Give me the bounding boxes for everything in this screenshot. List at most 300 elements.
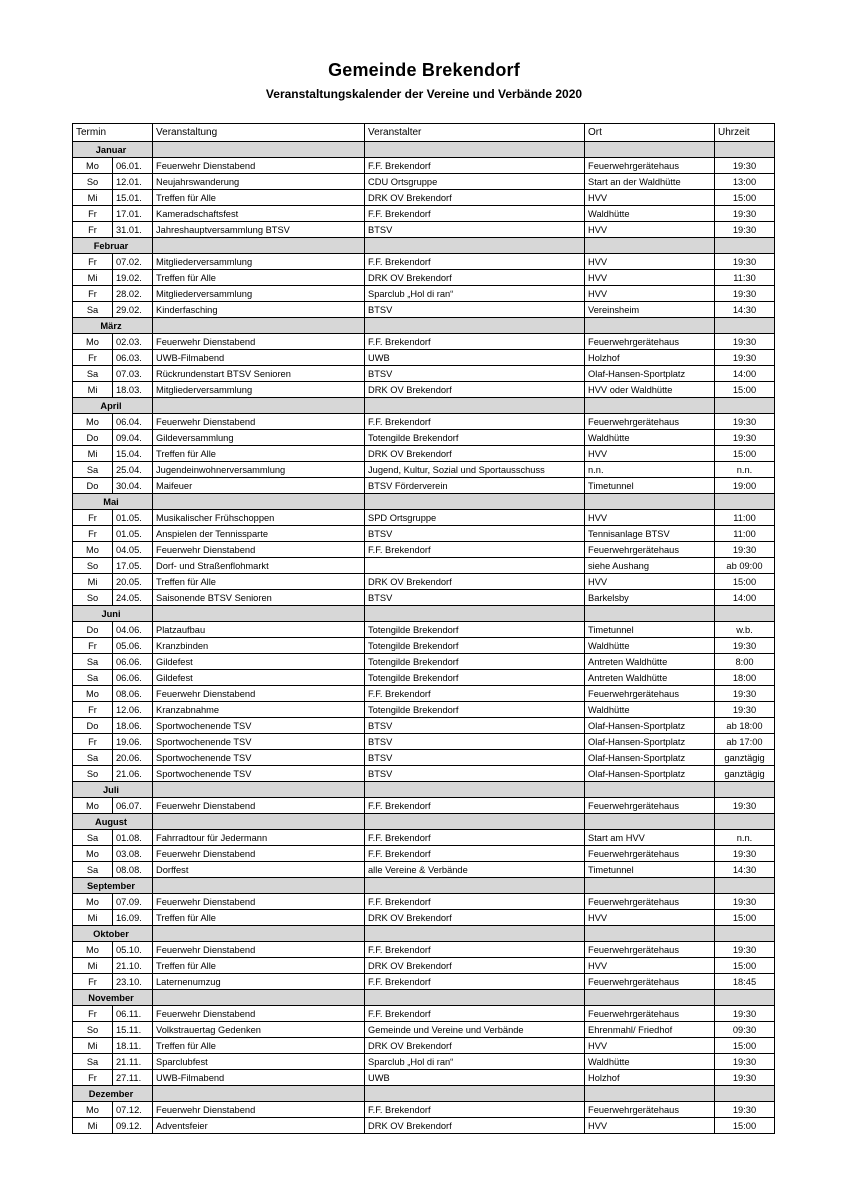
cell-veranstalter: F.F. Brekendorf (365, 974, 585, 990)
month-spacer-veranstaltung (153, 238, 365, 254)
month-spacer-veranstaltung (153, 1086, 365, 1102)
cell-ort: Feuerwehrgerätehaus (585, 334, 715, 350)
cell-uhrzeit: n.n. (715, 462, 775, 478)
month-spacer-veranstalter (365, 494, 585, 510)
cell-date: 04.05. (113, 542, 153, 558)
cell-ort: n.n. (585, 462, 715, 478)
cell-veranstalter: F.F. Brekendorf (365, 334, 585, 350)
table-row (73, 638, 775, 654)
cell-date: 19.06. (113, 734, 153, 750)
cell-ort: Timetunnel (585, 862, 715, 878)
cell-day: Mi (73, 910, 113, 926)
cell-veranstaltung: Jahreshauptversammlung BTSV (153, 222, 365, 238)
cell-ort: HVV (585, 446, 715, 462)
cell-veranstaltung: Feuerwehr Dienstabend (153, 894, 365, 910)
cell-veranstalter: F.F. Brekendorf (365, 942, 585, 958)
month-name: April (73, 398, 153, 414)
cell-uhrzeit: 8:00 (715, 654, 775, 670)
cell-uhrzeit: 19:30 (715, 430, 775, 446)
cell-veranstaltung: Platzaufbau (153, 622, 365, 638)
month-name: Juni (73, 606, 153, 622)
cell-date: 08.08. (113, 862, 153, 878)
cell-veranstalter: alle Vereine & Verbände (365, 862, 585, 878)
cell-day: Mi (73, 270, 113, 286)
cell-veranstaltung: Treffen für Alle (153, 446, 365, 462)
month-name: Dezember (73, 1086, 153, 1102)
cell-ort: Feuerwehrgerätehaus (585, 542, 715, 558)
month-spacer-ort (585, 318, 715, 334)
table-row (73, 286, 775, 302)
month-spacer-uhrzeit (715, 926, 775, 942)
cell-ort: Feuerwehrgerätehaus (585, 686, 715, 702)
cell-date: 17.01. (113, 206, 153, 222)
cell-veranstalter: F.F. Brekendorf (365, 830, 585, 846)
cell-ort: Waldhütte (585, 206, 715, 222)
cell-day: Mo (73, 414, 113, 430)
cell-date: 09.12. (113, 1118, 153, 1134)
cell-veranstaltung: Anspielen der Tennissparte (153, 526, 365, 542)
table-row (73, 446, 775, 462)
cell-uhrzeit: 19:30 (715, 350, 775, 366)
month-spacer-veranstaltung (153, 142, 365, 158)
cell-day: Mi (73, 446, 113, 462)
cell-date: 23.10. (113, 974, 153, 990)
month-name: August (73, 814, 153, 830)
cell-day: So (73, 174, 113, 190)
cell-veranstalter: Sparclub „Hol di ran“ (365, 286, 585, 302)
cell-veranstalter: F.F. Brekendorf (365, 414, 585, 430)
cell-uhrzeit: 18:45 (715, 974, 775, 990)
cell-veranstalter: F.F. Brekendorf (365, 254, 585, 270)
cell-veranstaltung: Sparclubfest (153, 1054, 365, 1070)
table-row (73, 846, 775, 862)
cell-uhrzeit: 19:30 (715, 798, 775, 814)
cell-date: 06.11. (113, 1006, 153, 1022)
cell-date: 05.06. (113, 638, 153, 654)
cell-uhrzeit: 19:30 (715, 894, 775, 910)
cell-veranstalter: BTSV (365, 750, 585, 766)
cell-veranstaltung: Feuerwehr Dienstabend (153, 158, 365, 174)
cell-date: 05.10. (113, 942, 153, 958)
cell-veranstalter: UWB (365, 1070, 585, 1086)
cell-veranstaltung: Feuerwehr Dienstabend (153, 686, 365, 702)
cell-veranstalter: BTSV Förderverein (365, 478, 585, 494)
cell-date: 06.04. (113, 414, 153, 430)
cell-ort: HVV (585, 910, 715, 926)
cell-veranstaltung: Treffen für Alle (153, 910, 365, 926)
cell-date: 15.04. (113, 446, 153, 462)
month-name: September (73, 878, 153, 894)
cell-date: 01.05. (113, 510, 153, 526)
month-spacer-ort (585, 494, 715, 510)
table-row (73, 974, 775, 990)
cell-uhrzeit: ganztägig (715, 766, 775, 782)
cell-ort: HVV (585, 1118, 715, 1134)
cell-ort: Feuerwehrgerätehaus (585, 798, 715, 814)
cell-veranstaltung: Neujahrswanderung (153, 174, 365, 190)
cell-day: Mi (73, 958, 113, 974)
table-row (73, 670, 775, 686)
month-name: Februar (73, 238, 153, 254)
month-spacer-veranstalter (365, 398, 585, 414)
cell-veranstaltung: Gildeversammlung (153, 430, 365, 446)
cell-ort: Feuerwehrgerätehaus (585, 942, 715, 958)
table-row (73, 702, 775, 718)
table-row (73, 158, 775, 174)
cell-veranstaltung: Feuerwehr Dienstabend (153, 334, 365, 350)
month-spacer-veranstalter (365, 238, 585, 254)
cell-veranstaltung: Fahrradtour für Jedermann (153, 830, 365, 846)
table-row (73, 222, 775, 238)
month-spacer-veranstaltung (153, 606, 365, 622)
month-spacer-uhrzeit (715, 494, 775, 510)
table-row (73, 798, 775, 814)
cell-day: Fr (73, 254, 113, 270)
cell-veranstaltung: Maifeuer (153, 478, 365, 494)
cell-day: Do (73, 478, 113, 494)
cell-day: Mo (73, 894, 113, 910)
month-spacer-veranstalter (365, 1086, 585, 1102)
cell-day: Fr (73, 510, 113, 526)
cell-ort: HVV (585, 1038, 715, 1054)
cell-veranstalter: DRK OV Brekendorf (365, 574, 585, 590)
month-spacer-ort (585, 398, 715, 414)
table-row (73, 1118, 775, 1134)
month-row (73, 878, 775, 894)
cell-veranstaltung: Kinderfasching (153, 302, 365, 318)
cell-uhrzeit: 19:30 (715, 414, 775, 430)
cell-date: 06.07. (113, 798, 153, 814)
cell-day: Do (73, 718, 113, 734)
cell-day: Fr (73, 734, 113, 750)
cell-uhrzeit: ab 18:00 (715, 718, 775, 734)
cell-ort: Feuerwehrgerätehaus (585, 1102, 715, 1118)
cell-uhrzeit: 19:30 (715, 158, 775, 174)
cell-ort: Ehrenmahl/ Friedhof (585, 1022, 715, 1038)
cell-ort: HVV (585, 254, 715, 270)
cell-day: Fr (73, 350, 113, 366)
cell-date: 03.08. (113, 846, 153, 862)
month-spacer-uhrzeit (715, 606, 775, 622)
cell-day: Mo (73, 158, 113, 174)
cell-day: Mi (73, 1118, 113, 1134)
cell-date: 12.01. (113, 174, 153, 190)
cell-ort: Antreten Waldhütte (585, 670, 715, 686)
cell-veranstalter: DRK OV Brekendorf (365, 270, 585, 286)
cell-veranstaltung: Adventsfeier (153, 1118, 365, 1134)
cell-uhrzeit: w.b. (715, 622, 775, 638)
cell-veranstaltung: Sportwochenende TSV (153, 734, 365, 750)
month-spacer-veranstaltung (153, 398, 365, 414)
cell-ort: Start am HVV (585, 830, 715, 846)
month-row (73, 990, 775, 1006)
table-row (73, 910, 775, 926)
cell-day: Sa (73, 462, 113, 478)
cell-date: 01.08. (113, 830, 153, 846)
table-row (73, 942, 775, 958)
month-spacer-uhrzeit (715, 318, 775, 334)
cell-veranstaltung: Sportwochenende TSV (153, 718, 365, 734)
cell-veranstaltung: Feuerwehr Dienstabend (153, 414, 365, 430)
cell-day: Fr (73, 286, 113, 302)
table-row (73, 430, 775, 446)
cell-day: Fr (73, 638, 113, 654)
cell-veranstalter: BTSV (365, 302, 585, 318)
cell-day: Mo (73, 686, 113, 702)
month-row (73, 814, 775, 830)
cell-ort: HVV (585, 190, 715, 206)
cell-uhrzeit: 19:30 (715, 1054, 775, 1070)
cell-veranstalter: CDU Ortsgruppe (365, 174, 585, 190)
table-row (73, 1006, 775, 1022)
month-row (73, 782, 775, 798)
cell-ort: Olaf-Hansen-Sportplatz (585, 734, 715, 750)
cell-uhrzeit: 11:00 (715, 526, 775, 542)
table-row (73, 1038, 775, 1054)
month-name: Mai (73, 494, 153, 510)
cell-veranstaltung: Jugendeinwohnerversammlung (153, 462, 365, 478)
cell-veranstalter: DRK OV Brekendorf (365, 910, 585, 926)
cell-uhrzeit: 15:00 (715, 382, 775, 398)
cell-uhrzeit: 09:30 (715, 1022, 775, 1038)
cell-date: 02.03. (113, 334, 153, 350)
month-spacer-veranstaltung (153, 782, 365, 798)
cell-day: Mo (73, 334, 113, 350)
cell-veranstaltung: Feuerwehr Dienstabend (153, 1102, 365, 1118)
cell-veranstaltung: Treffen für Alle (153, 270, 365, 286)
table-row (73, 654, 775, 670)
cell-veranstalter: F.F. Brekendorf (365, 542, 585, 558)
header-uhrzeit: Uhrzeit (715, 124, 775, 142)
month-spacer-veranstalter (365, 142, 585, 158)
month-spacer-uhrzeit (715, 878, 775, 894)
cell-veranstalter: Totengilde Brekendorf (365, 702, 585, 718)
cell-uhrzeit: 14:00 (715, 590, 775, 606)
cell-veranstalter: Totengilde Brekendorf (365, 654, 585, 670)
cell-ort: Waldhütte (585, 638, 715, 654)
cell-date: 29.02. (113, 302, 153, 318)
cell-veranstaltung: UWB-Filmabend (153, 1070, 365, 1086)
month-row (73, 926, 775, 942)
month-spacer-uhrzeit (715, 782, 775, 798)
table-row (73, 334, 775, 350)
month-spacer-ort (585, 238, 715, 254)
cell-veranstalter: F.F. Brekendorf (365, 894, 585, 910)
cell-day: Fr (73, 702, 113, 718)
cell-veranstalter: DRK OV Brekendorf (365, 958, 585, 974)
document-subtitle: Veranstaltungskalender der Vereine und Verbände 2020 (265, 87, 583, 101)
cell-veranstaltung: Mitgliederversammlung (153, 382, 365, 398)
month-spacer-ort (585, 782, 715, 798)
cell-uhrzeit: 15:00 (715, 446, 775, 462)
cell-day: Sa (73, 654, 113, 670)
month-spacer-uhrzeit (715, 398, 775, 414)
table-row (73, 382, 775, 398)
cell-date: 25.04. (113, 462, 153, 478)
cell-veranstalter: F.F. Brekendorf (365, 1006, 585, 1022)
month-spacer-veranstaltung (153, 494, 365, 510)
month-row (73, 398, 775, 414)
cell-date: 06.06. (113, 670, 153, 686)
cell-uhrzeit: 19:30 (715, 286, 775, 302)
cell-date: 09.04. (113, 430, 153, 446)
cell-day: Fr (73, 1006, 113, 1022)
cell-date: 07.12. (113, 1102, 153, 1118)
cell-ort: Waldhütte (585, 430, 715, 446)
cell-veranstalter: Totengilde Brekendorf (365, 670, 585, 686)
cell-ort: Waldhütte (585, 702, 715, 718)
cell-ort: HVV (585, 286, 715, 302)
table-row (73, 590, 775, 606)
cell-day: Mi (73, 382, 113, 398)
cell-veranstaltung: Musikalischer Frühschoppen (153, 510, 365, 526)
cell-uhrzeit: ab 17:00 (715, 734, 775, 750)
cell-veranstaltung: Treffen für Alle (153, 574, 365, 590)
cell-date: 20.06. (113, 750, 153, 766)
month-spacer-uhrzeit (715, 142, 775, 158)
table-row (73, 894, 775, 910)
cell-uhrzeit: ganztägig (715, 750, 775, 766)
cell-ort: siehe Aushang (585, 558, 715, 574)
header-veranstaltung: Veranstaltung (153, 124, 365, 142)
cell-veranstalter: Sparclub „Hol di ran“ (365, 1054, 585, 1070)
cell-day: Mo (73, 1102, 113, 1118)
cell-uhrzeit: 19:30 (715, 222, 775, 238)
month-spacer-uhrzeit (715, 1086, 775, 1102)
cell-uhrzeit: 19:30 (715, 1006, 775, 1022)
month-name: März (73, 318, 153, 334)
cell-day: So (73, 558, 113, 574)
cell-uhrzeit: 19:30 (715, 686, 775, 702)
table-row (73, 526, 775, 542)
cell-veranstaltung: Mitgliederversammlung (153, 254, 365, 270)
cell-veranstalter: BTSV (365, 222, 585, 238)
table-row (73, 558, 775, 574)
cell-ort: Waldhütte (585, 1054, 715, 1070)
table-row (73, 862, 775, 878)
month-spacer-veranstalter (365, 606, 585, 622)
month-spacer-ort (585, 142, 715, 158)
cell-date: 18.11. (113, 1038, 153, 1054)
table-row (73, 366, 775, 382)
cell-day: Mo (73, 846, 113, 862)
cell-day: Mi (73, 190, 113, 206)
table-row (73, 718, 775, 734)
month-spacer-uhrzeit (715, 814, 775, 830)
table-row (73, 270, 775, 286)
cell-uhrzeit: 14:00 (715, 366, 775, 382)
cell-veranstaltung: Kameradschaftsfest (153, 206, 365, 222)
cell-ort: Feuerwehrgerätehaus (585, 414, 715, 430)
cell-veranstalter: F.F. Brekendorf (365, 1102, 585, 1118)
cell-day: Mo (73, 942, 113, 958)
event-calendar-table (72, 123, 775, 1134)
month-row (73, 238, 775, 254)
table-row (73, 734, 775, 750)
cell-date: 17.05. (113, 558, 153, 574)
cell-veranstalter: BTSV (365, 366, 585, 382)
table-row (73, 462, 775, 478)
header-veranstalter: Veranstalter (365, 124, 585, 142)
cell-veranstalter: DRK OV Brekendorf (365, 190, 585, 206)
cell-veranstalter: SPD Ortsgruppe (365, 510, 585, 526)
table-row (73, 510, 775, 526)
cell-veranstaltung: Mitgliederversammlung (153, 286, 365, 302)
cell-ort: Vereinsheim (585, 302, 715, 318)
cell-uhrzeit: 19:30 (715, 206, 775, 222)
cell-day: So (73, 766, 113, 782)
table-row (73, 478, 775, 494)
cell-veranstaltung: UWB-Filmabend (153, 350, 365, 366)
cell-veranstaltung: Feuerwehr Dienstabend (153, 942, 365, 958)
cell-date: 04.06. (113, 622, 153, 638)
cell-uhrzeit: 15:00 (715, 958, 775, 974)
cell-day: Do (73, 622, 113, 638)
cell-veranstaltung: Dorf- und Straßenflohmarkt (153, 558, 365, 574)
month-name: Oktober (73, 926, 153, 942)
cell-veranstaltung: Gildefest (153, 670, 365, 686)
cell-day: Fr (73, 974, 113, 990)
cell-ort: Feuerwehrgerätehaus (585, 846, 715, 862)
cell-veranstalter: BTSV (365, 590, 585, 606)
cell-veranstalter: BTSV (365, 718, 585, 734)
table-row (73, 1022, 775, 1038)
cell-day: Mo (73, 798, 113, 814)
cell-ort: HVV (585, 222, 715, 238)
cell-veranstaltung: Feuerwehr Dienstabend (153, 846, 365, 862)
cell-veranstaltung: Gildefest (153, 654, 365, 670)
table-row (73, 766, 775, 782)
month-spacer-veranstalter (365, 878, 585, 894)
cell-day: Sa (73, 862, 113, 878)
cell-uhrzeit: 19:30 (715, 638, 775, 654)
cell-veranstaltung: Treffen für Alle (153, 190, 365, 206)
cell-ort: HVV (585, 510, 715, 526)
month-row (73, 606, 775, 622)
cell-veranstalter: DRK OV Brekendorf (365, 446, 585, 462)
cell-date: 06.01. (113, 158, 153, 174)
cell-date: 07.09. (113, 894, 153, 910)
cell-ort: Barkelsby (585, 590, 715, 606)
month-spacer-veranstaltung (153, 814, 365, 830)
cell-day: Mi (73, 1038, 113, 1054)
month-row (73, 142, 775, 158)
cell-date: 01.05. (113, 526, 153, 542)
cell-ort: HVV (585, 574, 715, 590)
month-name: November (73, 990, 153, 1006)
cell-date: 07.03. (113, 366, 153, 382)
cell-day: Fr (73, 526, 113, 542)
month-spacer-veranstalter (365, 318, 585, 334)
month-spacer-uhrzeit (715, 238, 775, 254)
cell-veranstalter: DRK OV Brekendorf (365, 1118, 585, 1134)
cell-date: 24.05. (113, 590, 153, 606)
cell-ort: Feuerwehrgerätehaus (585, 974, 715, 990)
cell-veranstalter: F.F. Brekendorf (365, 206, 585, 222)
month-spacer-ort (585, 606, 715, 622)
cell-veranstalter: BTSV (365, 734, 585, 750)
table-row (73, 1070, 775, 1086)
cell-veranstaltung: Treffen für Alle (153, 1038, 365, 1054)
cell-uhrzeit: 14:30 (715, 862, 775, 878)
cell-day: Sa (73, 302, 113, 318)
table-row (73, 574, 775, 590)
cell-date: 07.02. (113, 254, 153, 270)
cell-veranstalter: DRK OV Brekendorf (365, 1038, 585, 1054)
month-spacer-veranstaltung (153, 926, 365, 942)
cell-ort: Timetunnel (585, 478, 715, 494)
cell-date: 08.06. (113, 686, 153, 702)
